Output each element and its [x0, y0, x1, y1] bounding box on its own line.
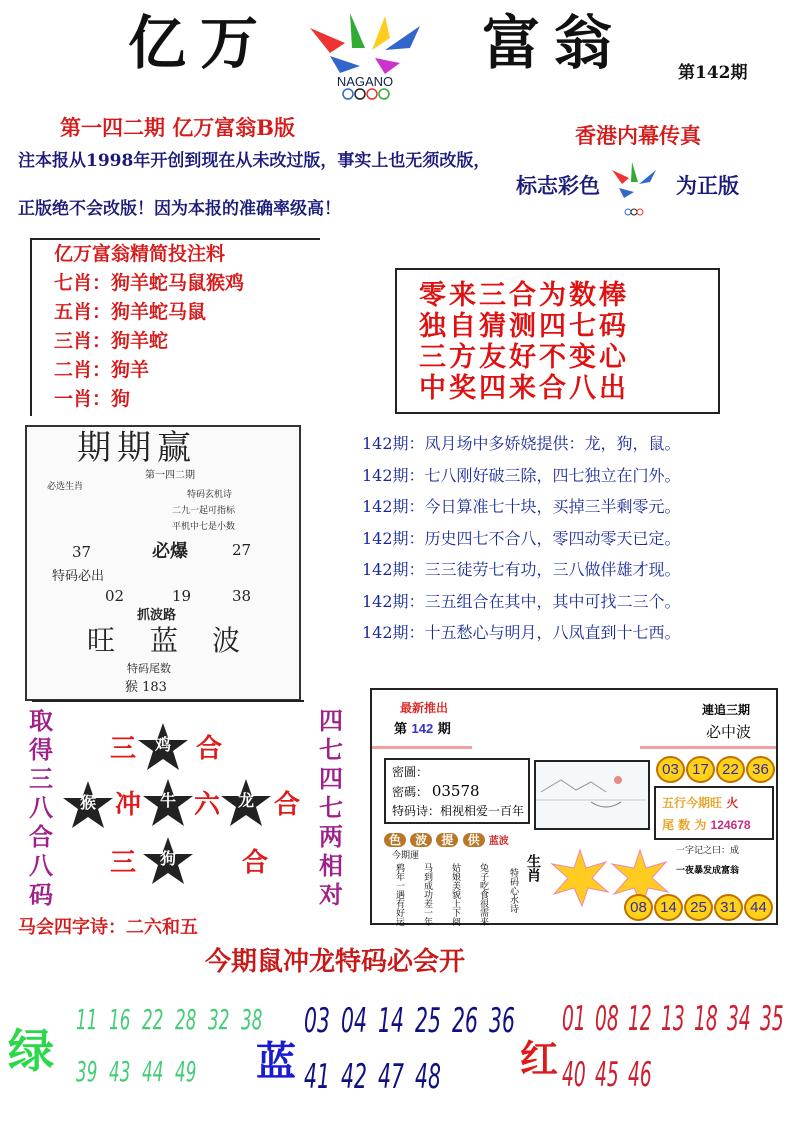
luck-label: 今期運	[392, 851, 420, 861]
poem-box	[395, 268, 720, 414]
tema-poem: 相视相爱一百年	[440, 804, 525, 818]
blue-row-2: 41 42 47 48	[304, 1057, 441, 1097]
zodiac-char: 合	[274, 790, 301, 820]
red-label: 红	[520, 1036, 559, 1081]
ball: 03	[656, 756, 685, 783]
issue-line: 142期：凤月场中多娇娆提供：龙，狗，鼠。	[362, 434, 681, 453]
scan-lan: 蓝	[150, 624, 179, 657]
streak-label: 連追三期	[702, 703, 751, 717]
scan-num: 19	[172, 587, 192, 605]
scan-right-1: 特码玄机诗	[187, 490, 233, 500]
wuxing: 火	[726, 796, 739, 810]
scan-title: 期期赢	[77, 428, 197, 468]
latest-label: 最新推出	[400, 701, 449, 715]
hk-fax-title: 香港内幕传真	[575, 123, 701, 148]
nagano-logo	[290, 8, 440, 100]
horse-poem: 马会四字诗：二六和五	[18, 917, 198, 938]
tail-numbers: 124678	[710, 818, 751, 832]
picks-box	[30, 238, 320, 416]
red-row-1: 01 08 12 13 18 34 35	[562, 999, 784, 1039]
title-left: 亿万	[128, 9, 273, 77]
word-note: 一字记之曰：成	[676, 846, 740, 856]
poem-line: 三方友好不变心	[419, 342, 629, 373]
issue-line: 142期：十五愁心与明月，八凤直到十七西。	[362, 623, 681, 642]
left-column: 取 得 三 八 合 八 码	[29, 706, 53, 909]
edition-title: 第一四二期 亿万富翁B版	[60, 115, 296, 140]
scan-tail-label: 特码尾数	[127, 662, 171, 675]
scan-tema: 特码必出	[52, 569, 105, 584]
ball: 22	[716, 756, 745, 783]
red-row-2: 40 45 46	[562, 1055, 652, 1095]
scan-right-3: 平机中七是小数	[172, 522, 236, 532]
shengxiao: 生肖	[525, 854, 541, 882]
issue-lines	[362, 428, 681, 649]
verse: 姑娘美貌上下阅	[450, 863, 460, 926]
slogan: 今期鼠冲龙特码必会开	[205, 947, 466, 977]
issue-line: 142期：今日算准七十块，买掉三半剩零元。	[362, 497, 681, 516]
scan-bao: 必爆	[152, 541, 188, 562]
poem-line: 独自猜测四七码	[419, 311, 629, 342]
ball: 44	[744, 894, 773, 921]
zodiac-char: 三	[110, 848, 137, 878]
scan-clipping	[25, 425, 301, 701]
issue-line: 142期：三三徒劳七有功，三八做伴雄才现。	[362, 560, 681, 579]
green-label: 绿	[8, 1024, 54, 1078]
ball: 17	[686, 756, 715, 783]
issue-line: 142期：三五组合在其中，其中可找二三个。	[362, 591, 681, 611]
scan-issue: 第一四二期	[145, 470, 195, 481]
zodiac-char: 六	[194, 790, 221, 820]
star-ox: 牛	[142, 778, 194, 828]
ball: 14	[654, 894, 683, 921]
ball: 31	[714, 894, 743, 921]
color-tags: 色 波 提 供 蓝波	[384, 832, 509, 850]
must-wave: 必中波	[706, 723, 752, 741]
zodiac-char: 合	[242, 848, 269, 878]
issue-label: 第 142 期	[394, 721, 451, 737]
note-line-1: 注本报从1998年开创到现在从未改过版，事实上也无须改版，	[18, 151, 491, 171]
balls-top	[656, 756, 776, 783]
landscape-image	[534, 760, 650, 830]
scan-tail: 猴 183	[125, 680, 167, 695]
divider	[32, 700, 304, 702]
zodiac-char: 合	[196, 734, 223, 764]
poem-line: 零来三合为数棒	[419, 280, 629, 311]
ball: 25	[684, 894, 713, 921]
issue-line: 142期：历史四七不合八，零四动零天已定。	[362, 528, 681, 548]
title-right: 富翁	[482, 9, 627, 77]
pick-5: 五肖：狗羊蛇马鼠	[54, 301, 207, 323]
scan-right-2: 二九一起可指标	[172, 506, 236, 516]
scan-n1: 37	[72, 543, 92, 561]
secret-figure-label: 密圖：	[392, 765, 429, 779]
rich-note: 一夜暴发成富翁	[676, 866, 740, 876]
issue-number: 第142期	[678, 63, 748, 83]
secret-code: 03578	[431, 782, 480, 800]
svg-text:NAGANO: NAGANO	[336, 74, 394, 89]
tema-poem-label: 特码心水诗	[508, 868, 518, 913]
pick-7: 七肖：狗羊蛇马鼠猴鸡	[54, 272, 245, 294]
ball: 08	[624, 894, 653, 921]
scan-num: 02	[105, 587, 125, 605]
scan-wang: 旺	[87, 624, 116, 657]
mark-left: 标志彩色	[516, 173, 600, 198]
pick-2: 二肖：狗羊	[54, 359, 150, 381]
star-monkey: 猴	[62, 780, 114, 830]
small-nagano-logo	[604, 160, 664, 220]
verse: 马到成功差一年	[422, 863, 432, 926]
balls-bottom	[624, 894, 774, 921]
secret-box: 密圖： 密碼： 03578 特码诗：相视相爱一百年	[384, 758, 530, 824]
forecast-box	[370, 688, 778, 925]
zodiac-char: 冲	[115, 790, 142, 820]
pick-1: 一肖：狗	[54, 388, 131, 410]
blue-label: 蓝	[256, 1038, 296, 1085]
blue-row-1: 03 04 14 25 26 36	[304, 1001, 515, 1041]
scan-left-note: 必选生肖	[47, 482, 84, 492]
mark-right: 为正版	[676, 173, 739, 198]
note-line-2: 正版绝不会改版！因为本报的准确率级高！	[18, 199, 341, 219]
scan-num: 38	[232, 587, 252, 605]
green-row-1: 11 16 22 28 32 38	[76, 1003, 263, 1036]
star-rooster: 鸡	[137, 722, 189, 772]
issue-line: 142期：七八刚好破三除，四七独立在门外。	[362, 465, 681, 485]
scan-bolu: 抓波路	[137, 608, 177, 623]
right-column: 四 七 四 七 两 相 对	[319, 706, 343, 909]
zodiac-char: 三	[110, 734, 137, 764]
scan-n2: 27	[232, 541, 252, 559]
star-dog: 狗	[142, 836, 194, 886]
green-row-2: 39 43 44 49	[76, 1055, 197, 1088]
poem-line: 中奖四来合八出	[419, 373, 629, 404]
pick-3: 三肖：狗羊蛇	[54, 330, 169, 352]
ball: 36	[746, 756, 775, 783]
verse: 兔子吃食很需来	[478, 863, 488, 926]
verse: 鸦年一遇有好运	[394, 863, 404, 926]
star-dragon: 龙	[220, 778, 272, 828]
picks-title: 亿万富翁精简投注料	[54, 243, 226, 265]
scan-bo: 波	[212, 624, 241, 657]
wuxing-box: 五行今期旺 火 尾 数 为 124678	[654, 786, 774, 840]
